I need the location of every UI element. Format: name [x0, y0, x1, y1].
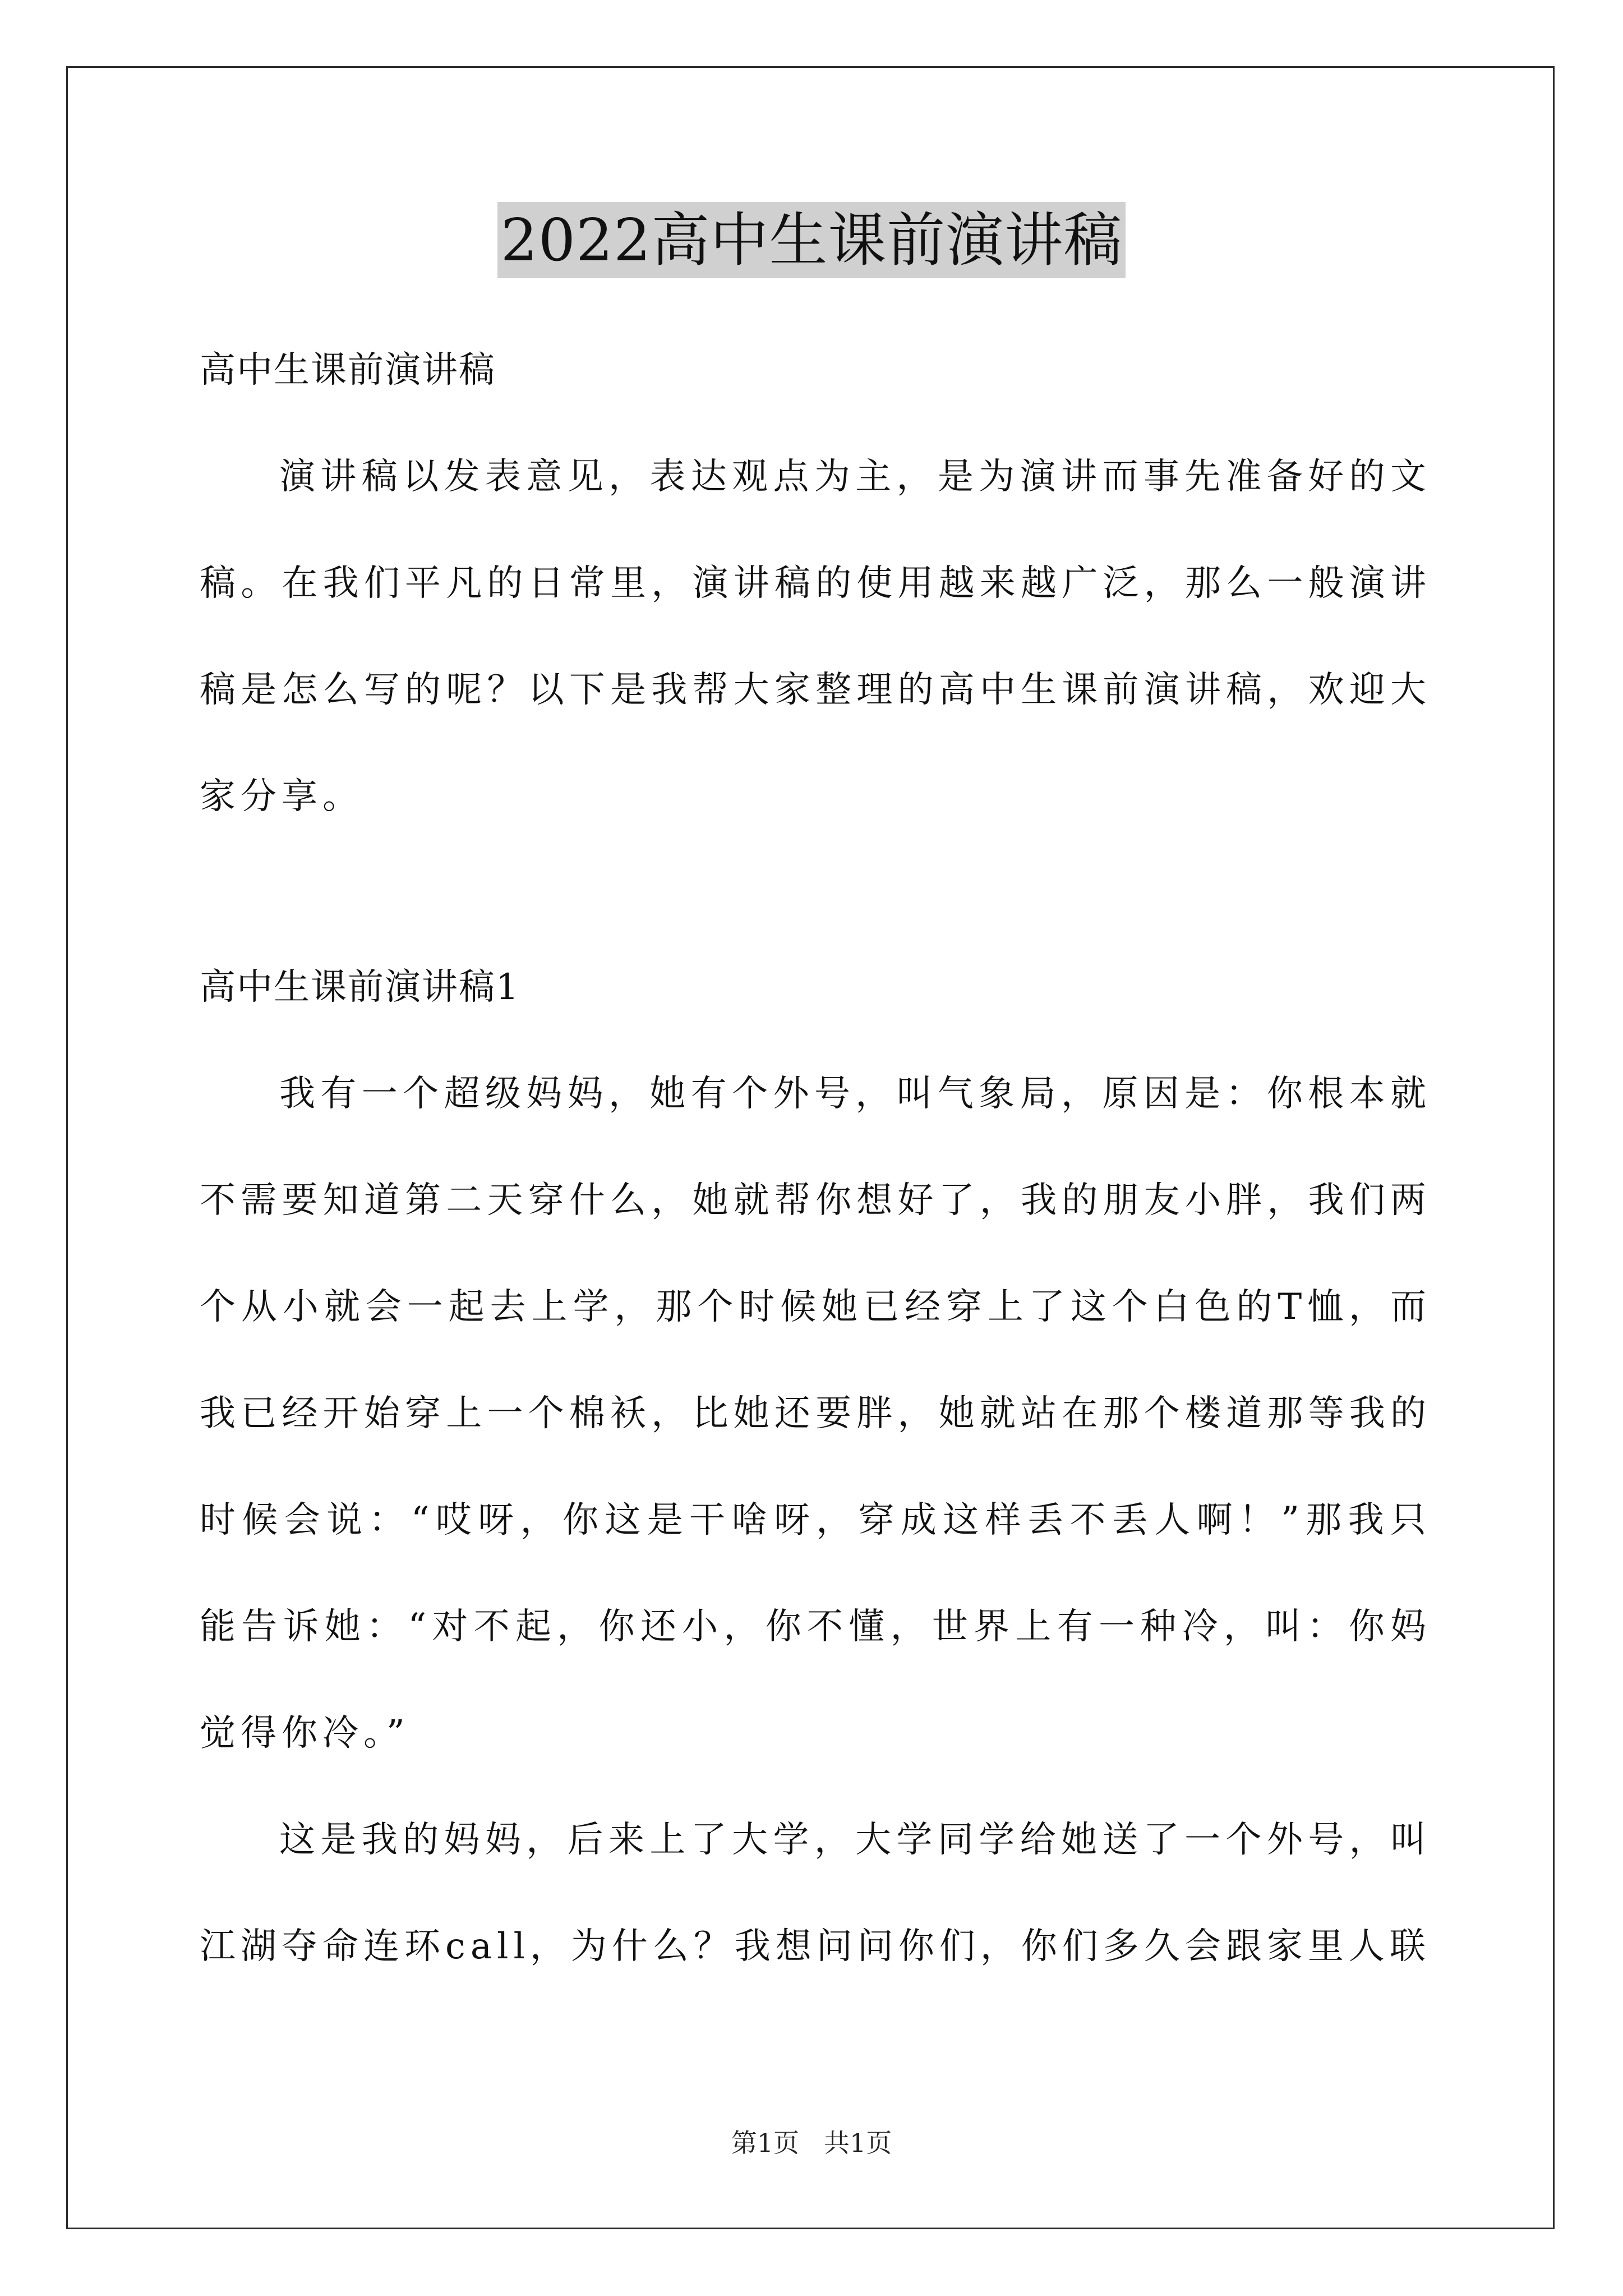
intro-paragraph: 演讲稿以发表意见，表达观点为主，是为演讲而事先准备好的文稿。在我们平凡的日常里，演讲稿的使用越来越广泛，那么一般演讲稿是怎么写的呢？以下是我帮大家整理的高中生课前演讲稿，欢迎大家分享。: [200, 456, 1431, 817]
section-heading: 高中生课前演讲稿1: [200, 967, 520, 1008]
document-body: [200, 348, 1431, 2000]
body-paragraph: 这是我的妈妈，后来上了大学，大学同学给她送了一个外号，叫江湖夺命连环call，为什么？我想问问你们，你们多久会跟家里人联: [200, 1819, 1431, 1967]
document-subtitle: 高中生课前演讲稿: [200, 349, 496, 391]
page-total: 共1页: [823, 2128, 892, 2158]
page-number: 第1页: [731, 2128, 800, 2158]
page-footer: [0, 2126, 1623, 2160]
document-title: 2022高中生课前演讲稿: [497, 202, 1126, 278]
body-paragraph: 我有一个超级妈妈，她有个外号，叫气象局，原因是：你根本就不需要知道第二天穿什么，她就帮你想好了，我的朋友小胖，我们两个从小就会一起去上学，那个时候她已经穿上了这个白色的T恤，而我已经开始穿上一个棉袄，比她还要胖，她就站在那个楼道那等我的时候会说：“哎呀，你这是干啥呀，穿成这样丢不丢人啊！”那我只能告诉她：“对不起，你还小，你不懂，世界上有一种冷，叫：你妈觉得你冷。”: [200, 1073, 1431, 1754]
title-container: [0, 202, 1623, 278]
